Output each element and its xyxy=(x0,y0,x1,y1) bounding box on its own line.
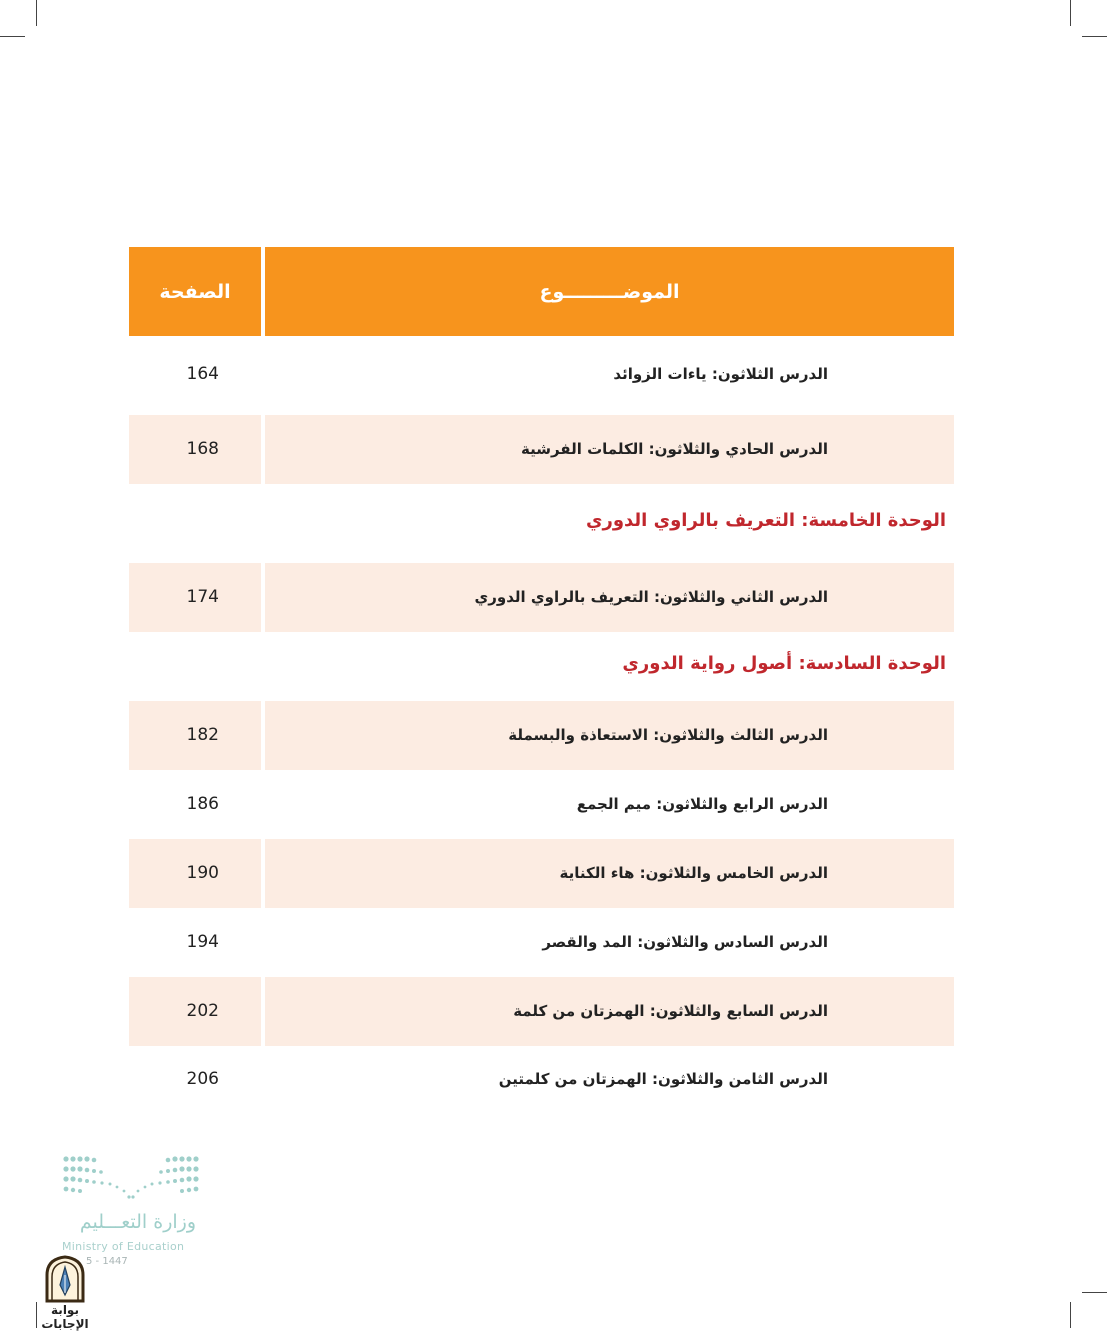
lesson-title: الدرس الخامس والثلاثون: هاء الكناية xyxy=(559,864,828,882)
toc-row xyxy=(129,563,954,632)
toc-row xyxy=(129,977,954,1046)
crop-mark xyxy=(36,0,37,26)
dots-logo-icon xyxy=(62,1153,202,1201)
crop-mark xyxy=(1082,1292,1107,1293)
ministry-year: 5 - 1447 xyxy=(86,1256,128,1267)
page-number: 186 xyxy=(186,794,219,814)
toc-row xyxy=(129,770,954,839)
arch-pen-icon xyxy=(30,1255,100,1303)
toc-row xyxy=(129,701,954,770)
page-number: 174 xyxy=(186,587,219,607)
crop-mark xyxy=(1070,1302,1071,1328)
lesson-title: الدرس الثاني والثلاثون: التعريف بالراوي الدوري xyxy=(474,588,828,606)
lesson-title: الدرس الثالث والثلاثون: الاستعاذة والبسملة xyxy=(508,726,828,744)
lesson-title: الدرس الثلاثون: ياءات الزوائد xyxy=(613,365,828,383)
page-number: 168 xyxy=(186,439,219,459)
page-number: 194 xyxy=(186,932,219,952)
toc-row xyxy=(129,1045,954,1114)
page-number: 164 xyxy=(186,364,219,384)
toc-row xyxy=(129,839,954,908)
row-divider xyxy=(261,701,265,770)
row-divider xyxy=(261,563,265,632)
watermark-badge xyxy=(30,1255,100,1331)
toc-row xyxy=(129,415,954,484)
lesson-title: الدرس الحادي والثلاثون: الكلمات الفرشية xyxy=(520,440,828,458)
watermark-text: بوابة الإجابات xyxy=(41,1303,89,1331)
row-divider xyxy=(261,977,265,1046)
lesson-title: الدرس السادس والثلاثون: المد والقصر xyxy=(542,933,828,951)
toc-row xyxy=(129,340,954,409)
lesson-title: الدرس الرابع والثلاثون: ميم الجمع xyxy=(576,795,828,813)
row-divider xyxy=(261,839,265,908)
page-number: 202 xyxy=(186,1001,219,1021)
page-column-header: الصفحة xyxy=(159,280,231,303)
toc-row xyxy=(129,908,954,977)
topic-column-header: الموضـــــــــوع xyxy=(539,280,680,303)
toc-header xyxy=(129,247,954,336)
page-number: 206 xyxy=(186,1069,219,1089)
lesson-title: الدرس السابع والثلاثون: الهمزتان من كلمة xyxy=(513,1002,828,1020)
row-divider xyxy=(261,415,265,484)
crop-mark xyxy=(0,36,25,37)
crop-mark xyxy=(1082,36,1107,37)
ministry-name-arabic: وزارة التعـــليم xyxy=(79,1211,196,1233)
table-of-contents xyxy=(129,247,954,1089)
unit-heading: الوحدة السادسة: أصول رواية الدوري xyxy=(622,653,946,674)
crop-mark xyxy=(1070,0,1071,26)
lesson-title: الدرس الثامن والثلاثون: الهمزتان من كلمتين xyxy=(498,1070,828,1088)
ministry-name-english: Ministry of Education xyxy=(62,1240,185,1253)
unit-heading: الوحدة الخامسة: التعريف بالراوي الدوري xyxy=(585,510,946,531)
page-number: 190 xyxy=(186,863,219,883)
page-number: 182 xyxy=(186,725,219,745)
